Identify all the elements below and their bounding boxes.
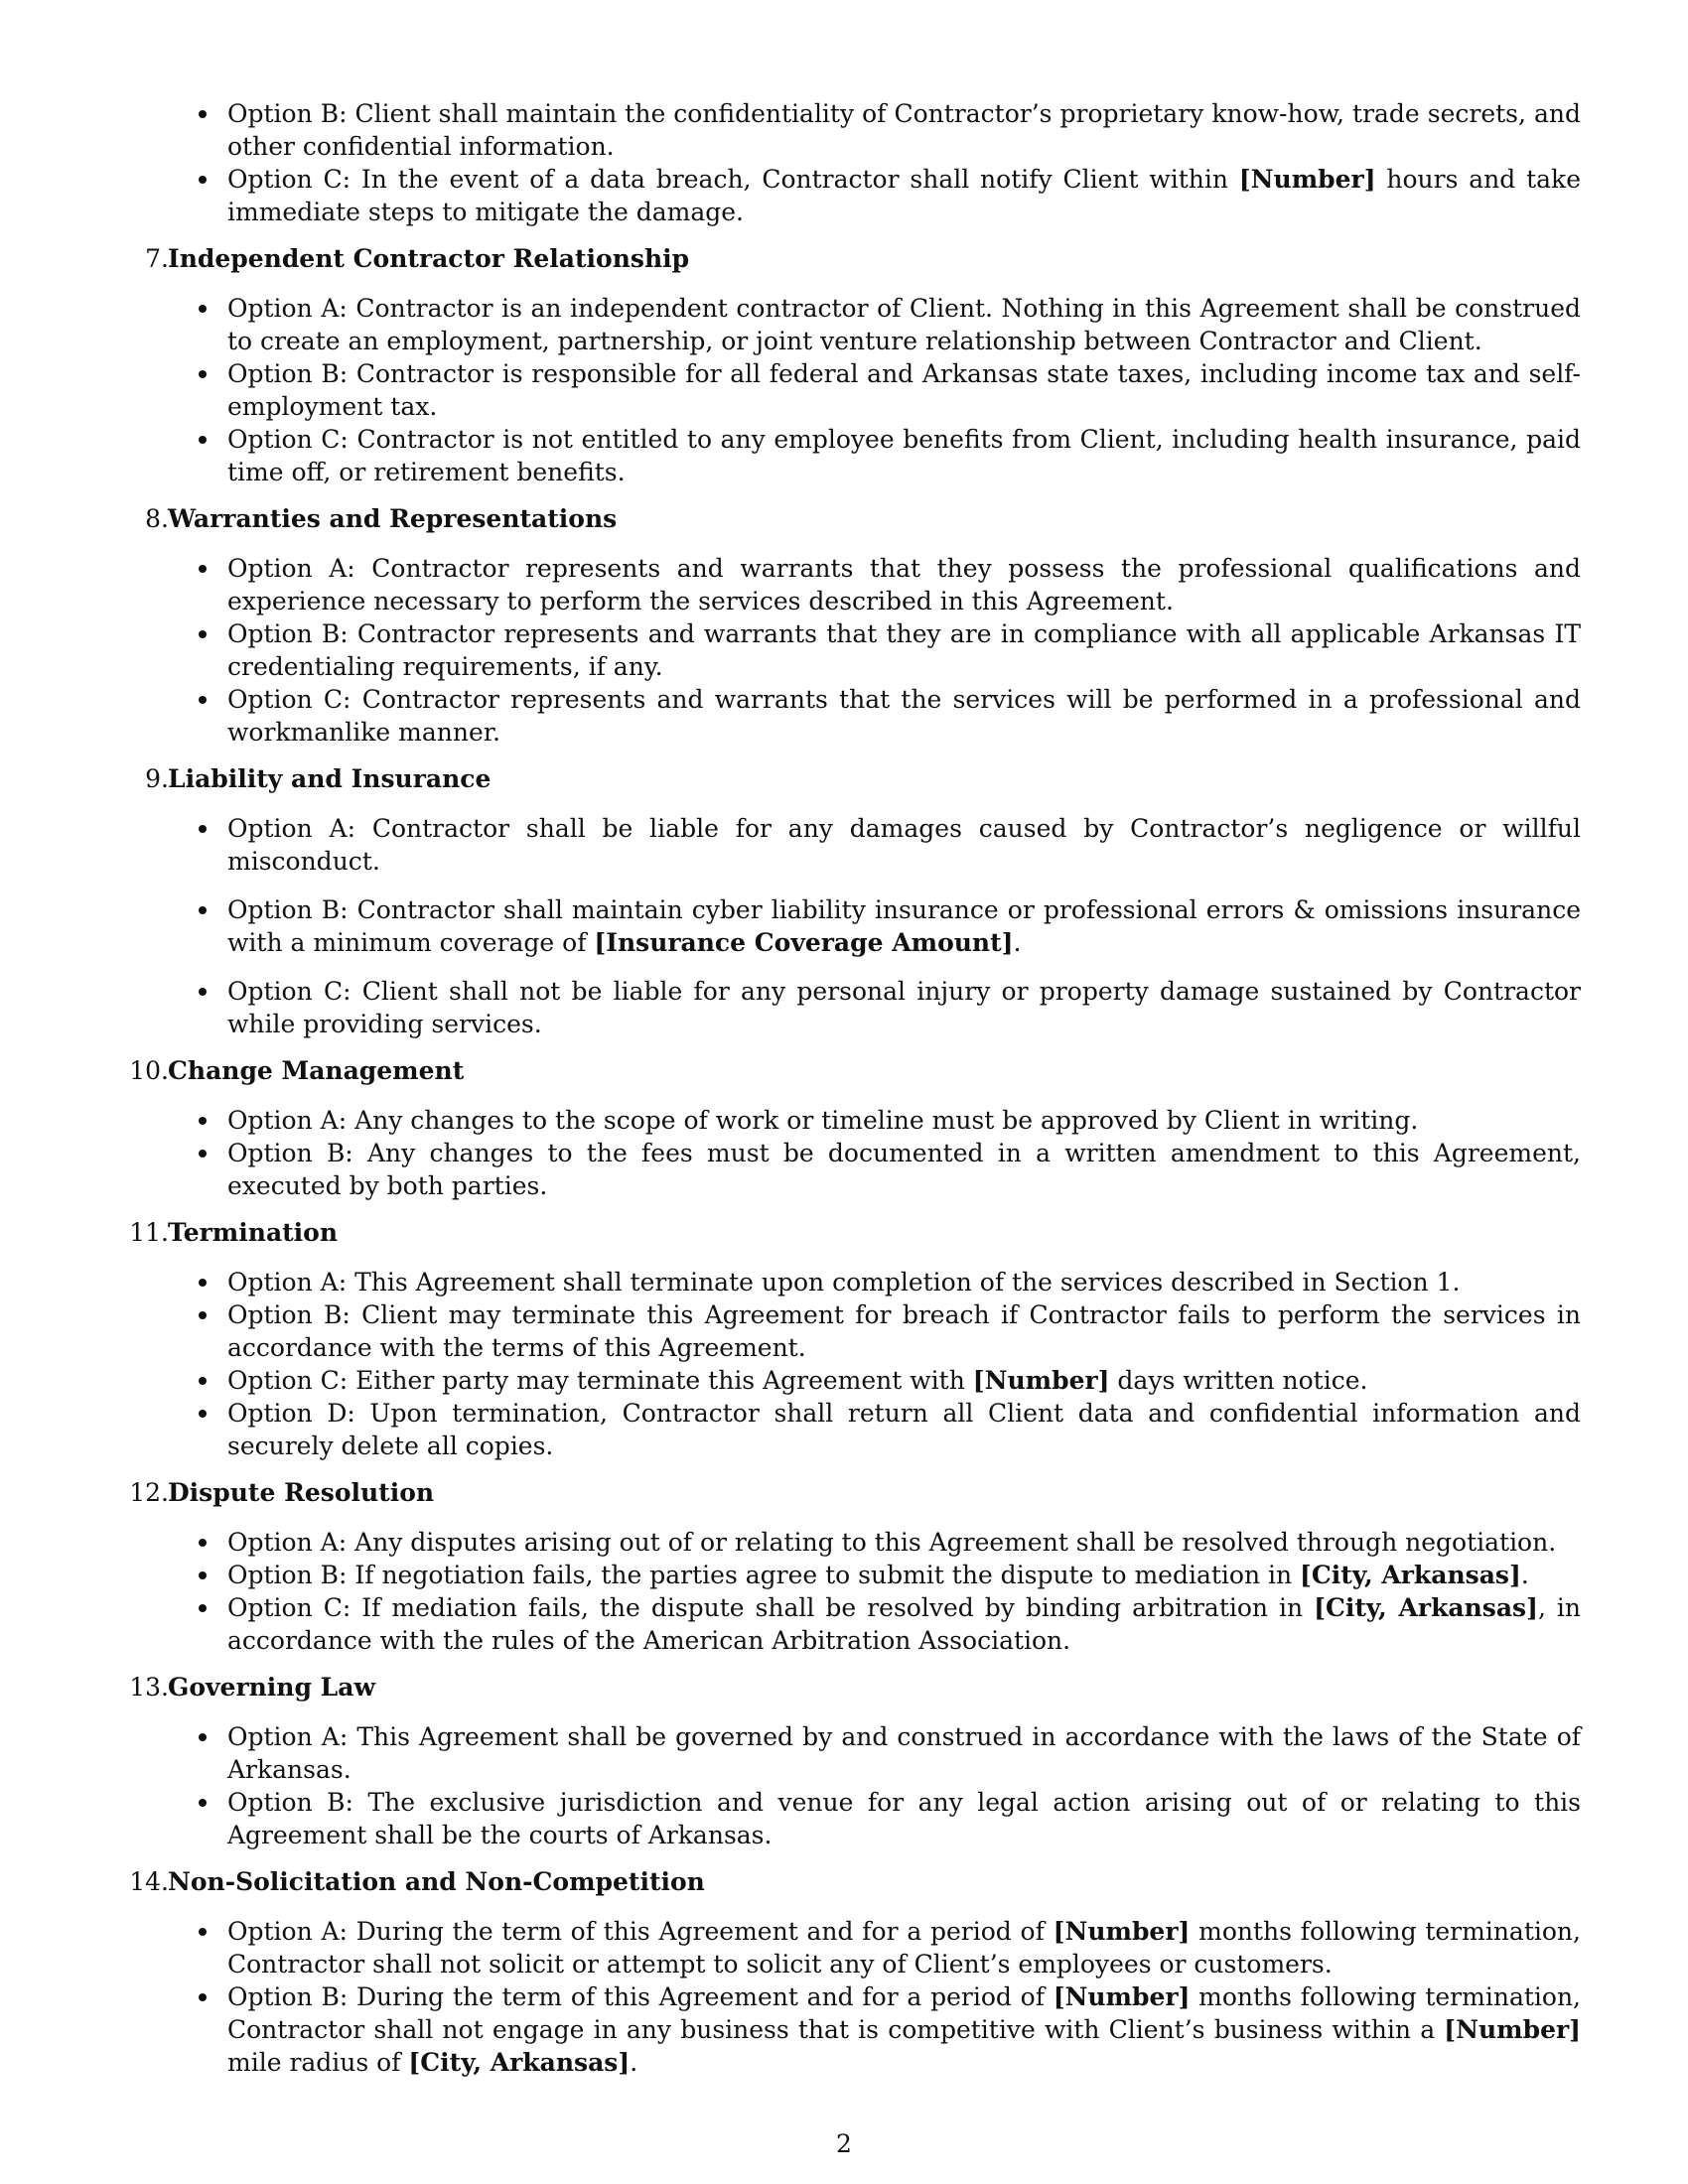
- section-number: 11.: [129, 1218, 169, 1247]
- option-item: [227, 552, 1581, 617]
- option-text: Option B: Client may terminate this Agreement for breach if Contractor fails to perform the services in accordance with the terms of this Agreement.: [227, 1300, 1581, 1362]
- options-list: [0, 1104, 1688, 1202]
- option-item: [227, 893, 1581, 959]
- option-item: Option C: In the event of a data breach, Contractor shall notify Client within [Number] hours and take immediate steps to mitigate the damage.: [227, 163, 1581, 228]
- section-title: Warranties and Representations: [168, 504, 618, 533]
- option-item: [227, 1364, 1581, 1397]
- section-title: Governing Law: [168, 1673, 375, 1702]
- bullet-icon: [199, 1928, 207, 1936]
- section-title: Non-Solicitation and Non-Competition: [168, 1867, 705, 1896]
- option-text: Option A: Contractor represents and warrants that they possess the professional qualifications and experience necessary to perform the services described in this Agreement.: [227, 554, 1581, 615]
- option-item: [227, 1720, 1581, 1786]
- placeholder-field: [Number]: [1053, 1917, 1191, 1946]
- bullet-icon: [199, 988, 207, 996]
- option-text: Option B: Any changes to the fees must be documented in a written amendment to this Agreement, executed by both parties.: [227, 1139, 1581, 1200]
- sections-container: [0, 242, 1688, 2079]
- placeholder-field: [Number]: [972, 1366, 1110, 1395]
- bullet-icon: [199, 696, 207, 704]
- option-text: Option A: This Agreement shall be governed by and construed in accordance with the laws of the State of Arkansas.: [227, 1722, 1581, 1784]
- options-list: [0, 812, 1688, 1040]
- option-item: [227, 1559, 1581, 1591]
- option-item: [227, 1591, 1581, 1657]
- section-8: [0, 502, 1688, 749]
- option-text: Option A: During the term of this Agreement and for a period of: [227, 1917, 1054, 1946]
- bullet-icon: [199, 1377, 207, 1385]
- option-text: Option C: Contractor is not entitled to any employee benefits from Client, including health insurance, paid time off, or retirement benefits.: [227, 425, 1581, 486]
- option-text: Option B: Contractor is responsible for all federal and Arkansas state taxes, including income tax and self-employment tax.: [227, 359, 1581, 421]
- option-item: [227, 1397, 1581, 1462]
- option-item: [227, 1786, 1581, 1851]
- section-number: 7.: [145, 244, 169, 273]
- option-text: Option B: Contractor represents and warrants that they are in compliance with all applicable Arkansas IT credentialing requirements, if any.: [227, 619, 1581, 681]
- section-heading: [0, 1865, 1688, 1898]
- section-7: [0, 242, 1688, 488]
- option-item: [227, 812, 1581, 878]
- section-number: 14.: [129, 1867, 169, 1896]
- placeholder-field: [Number]: [1053, 1982, 1191, 2011]
- option-text: .: [1520, 1561, 1529, 1589]
- option-item: [227, 1915, 1581, 1980]
- placeholder-field: [City, Arkansas]: [408, 2048, 631, 2077]
- option-text: Option A: Any disputes arising out of or relating to this Agreement shall be resolved through negotiation.: [227, 1528, 1557, 1557]
- options-list: [0, 552, 1688, 749]
- bullet-icon: [199, 1604, 207, 1612]
- option-text: .: [1013, 928, 1022, 957]
- option-text: Option C: Either party may terminate this Agreement with: [227, 1366, 973, 1395]
- section-number: 13.: [129, 1673, 169, 1702]
- bullet-icon: [199, 825, 207, 833]
- options-list: [0, 1915, 1688, 2079]
- option-text: Option B: If negotiation fails, the parties agree to submit the dispute to mediation in: [227, 1561, 1301, 1589]
- placeholder-field: [Insurance Coverage Amount]: [594, 928, 1014, 957]
- option-item: [227, 1104, 1581, 1137]
- option-text: months following termination, Contractor shall not engage in any business that is competitive with Client’s business within a: [227, 1982, 1581, 2044]
- option-text: Option B: During the term of this Agreement and for a period of: [227, 1982, 1054, 2011]
- option-text: Option C: If mediation fails, the dispute shall be resolved by binding arbitration in: [227, 1593, 1315, 1622]
- section-heading: [0, 1476, 1688, 1509]
- section-heading: [0, 1216, 1688, 1249]
- options-list: [0, 1720, 1688, 1851]
- option-text: Option A: Any changes to the scope of work or timeline must be approved by Client in writing.: [227, 1106, 1419, 1135]
- section-heading: [0, 1054, 1688, 1087]
- option-text: Option C: Client shall not be liable for any personal injury or property damage sustained by Contractor while providing services.: [227, 977, 1581, 1038]
- section-11: [0, 1216, 1688, 1462]
- section-title: Independent Contractor Relationship: [168, 244, 690, 273]
- bullet-icon: [199, 565, 207, 573]
- bullet-icon: [199, 1571, 207, 1579]
- option-text: mile radius of: [227, 2048, 409, 2077]
- bullet-icon: [199, 1733, 207, 1741]
- bullet-icon: [199, 1279, 207, 1287]
- option-text: Option D: Upon termination, Contractor shall return all Client data and confidential information and securely delete all copies.: [227, 1399, 1581, 1460]
- section-12: [0, 1476, 1688, 1657]
- option-item: Option B: Client shall maintain the confidentiality of Contractor’s proprietary know-how, trade secrets, and other confidential information.: [227, 97, 1581, 163]
- options-list: [0, 292, 1688, 488]
- option-item: [227, 1980, 1581, 2079]
- option-text: Option A: This Agreement shall terminate upon completion of the services described in Section 1.: [227, 1268, 1461, 1297]
- option-item: [227, 1137, 1581, 1202]
- section-heading: [0, 1671, 1688, 1704]
- section-title: Liability and Insurance: [168, 764, 492, 793]
- option-item: [227, 975, 1581, 1040]
- bullet-icon: [199, 1993, 207, 2001]
- section-10: [0, 1054, 1688, 1202]
- section-9: [0, 762, 1688, 1040]
- section-title: Termination: [168, 1218, 339, 1247]
- bullet-icon: [199, 305, 207, 313]
- section-number: 10.: [129, 1056, 169, 1085]
- bullet-icon: [199, 1311, 207, 1319]
- section-heading: [0, 502, 1688, 535]
- bullet-icon: [199, 630, 207, 638]
- page-number: 2: [836, 2129, 852, 2158]
- section-14: [0, 1865, 1688, 2079]
- bullet-icon: [199, 370, 207, 378]
- option-text: Option A: Contractor shall be liable for any damages caused by Contractor’s negligence or willful misconduct.: [227, 814, 1581, 876]
- bullet-icon: [199, 1117, 207, 1125]
- section-number: 12.: [129, 1478, 169, 1507]
- bullet-icon: [199, 1150, 207, 1158]
- placeholder-field: [Number]: [1444, 2015, 1581, 2044]
- placeholder-field: [City, Arkansas]: [1300, 1561, 1521, 1589]
- placeholder-field: [Number]: [1238, 165, 1376, 194]
- option-text: months following termination, Contractor shall not solicit or attempt to solicit any of Client’s employees or customers.: [227, 1917, 1581, 1979]
- bullet-icon: [199, 1539, 207, 1547]
- section-number: 9.: [145, 764, 169, 793]
- option-item: [227, 1526, 1581, 1559]
- option-item: [227, 423, 1581, 488]
- option-item: [227, 1298, 1581, 1364]
- section-number: 8.: [145, 504, 169, 533]
- section-title: Change Management: [168, 1056, 465, 1085]
- leading-options-list: [0, 97, 1688, 228]
- section-13: [0, 1671, 1688, 1851]
- options-list: [0, 1266, 1688, 1462]
- bullet-icon: [199, 436, 207, 444]
- bullet-icon: [199, 1410, 207, 1418]
- option-text: Option B: Contractor shall maintain cyber liability insurance or professional errors & omissions insurance with a minimum coverage of: [227, 895, 1581, 957]
- document-content: [0, 97, 1688, 2093]
- bullet-icon: [199, 110, 207, 118]
- option-text: days written notice.: [1109, 1366, 1368, 1395]
- section-heading: [0, 762, 1688, 795]
- placeholder-field: [City, Arkansas]: [1314, 1593, 1538, 1622]
- options-list: [0, 1526, 1688, 1657]
- option-item: [227, 1266, 1581, 1298]
- option-item: [227, 617, 1581, 683]
- option-item: [227, 683, 1581, 749]
- option-text: , in accordance with the rules of the American Arbitration Association.: [227, 1593, 1581, 1655]
- bullet-icon: [199, 906, 207, 914]
- option-item: [227, 292, 1581, 357]
- option-text: Option A: Contractor is an independent contractor of Client. Nothing in this Agreement shall be construed to create an employment, partnership, or joint venture relationship between Contractor and Client.: [227, 294, 1581, 355]
- option-text: .: [630, 2048, 638, 2077]
- section-title: Dispute Resolution: [168, 1478, 435, 1507]
- option-item: [227, 357, 1581, 423]
- section-heading: [0, 242, 1688, 275]
- option-text: Option C: Contractor represents and warrants that the services will be performed in a professional and workmanlike manner.: [227, 685, 1581, 747]
- bullet-icon: [199, 1799, 207, 1807]
- option-text: Option B: The exclusive jurisdiction and venue for any legal action arising out of or relating to this Agreement shall be the courts of Arkansas.: [227, 1788, 1581, 1849]
- bullet-icon: [199, 176, 207, 184]
